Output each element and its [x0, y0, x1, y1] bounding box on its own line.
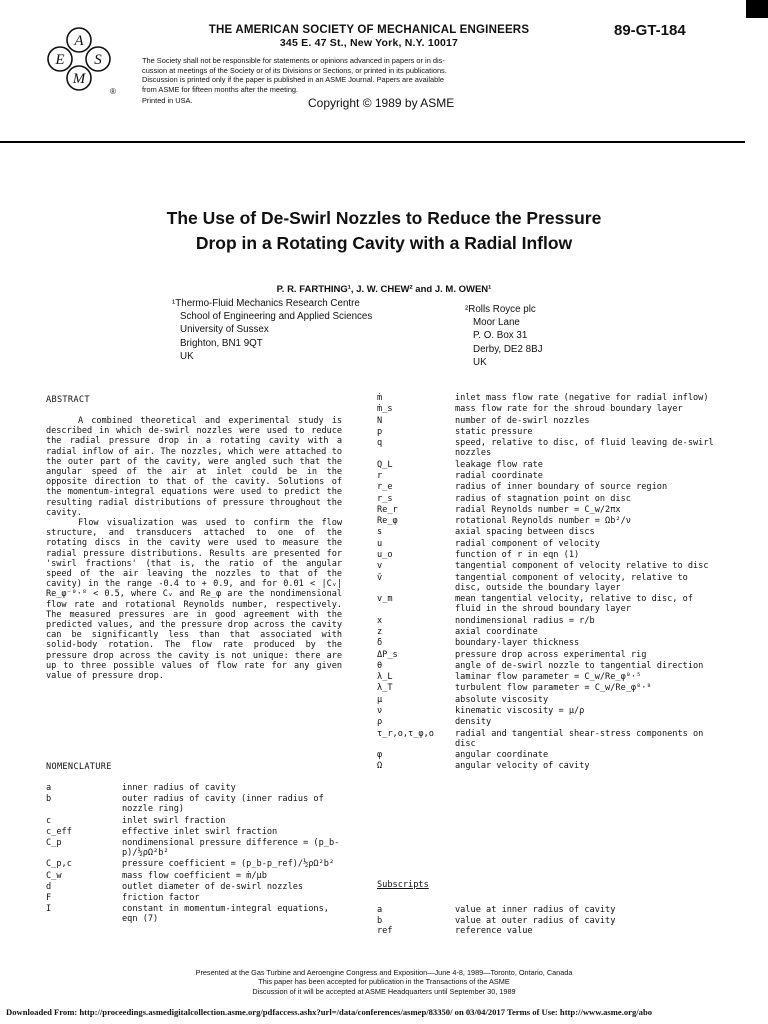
logo-letter-m: M — [72, 71, 86, 87]
logo-letter-e: E — [55, 52, 65, 68]
nomenclature-row — [377, 717, 717, 727]
affiliation-line: P. O. Box 31 — [473, 330, 528, 342]
nomenclature-symbol: δ — [377, 638, 383, 649]
authors: P. R. FARTHING¹, J. W. CHEW² and J. M. OWEN¹ — [276, 284, 492, 295]
registered-mark: ® — [110, 87, 116, 96]
scan-edge-mark — [746, 0, 768, 18]
abstract-paragraph: Flow visualization was used to confirm the flow structure, and transducers attached to one of the rotating discs in the cavity were used to measure the radial pressure distributions. Results are presented for 'swirl fractions' (that is, the ratio of the angular speed of the air leaving the nozzles to that of the cavity) in the range -0.4 to + 0.9, and for 0.01 < |Cᵥ| Re_φ⁻⁰·⁸ < 0.5, where Cᵥ and Re_φ are the nondimensional flow rate and rotational Reynolds number, respectively. The measured pressures are in good agreement with the predicted values, and the pressure drop across the cavity can be significantly less than that associated with solid-body rotation. The flow rate produced by the pressure drop across the cavity is not unique: there are up to three possible values of flow rate for any given value of pressure drop. — [46, 518, 342, 682]
nomenclature-definition: mass flow rate for the shroud boundary layer — [455, 404, 683, 415]
nomenclature-symbol: φ — [377, 750, 383, 761]
nomenclature-symbol: F — [46, 893, 52, 904]
nomenclature-symbol: r — [377, 470, 383, 481]
nomenclature-symbol: b — [377, 915, 383, 926]
nomenclature-definition: angular velocity of cavity — [455, 761, 590, 772]
disclaimer-line: cussion at meetings of the Society or of its Divisions or Sections, or printed in its publications. — [142, 65, 447, 75]
nomenclature-symbol: s — [377, 527, 383, 538]
nomenclature-symbol: a — [377, 905, 383, 915]
nomenclature-row — [377, 683, 717, 693]
nomenclature-definition: function of r in eqn (1) — [455, 550, 580, 561]
nomenclature-definition: laminar flow parameter = C_w/Re_φ⁰·⁵ — [455, 672, 642, 683]
header-rule — [0, 141, 745, 143]
nomenclature-row — [377, 505, 717, 515]
nomenclature-definition: value at inner radius of cavity — [455, 905, 616, 915]
society-name: THE AMERICAN SOCIETY OF MECHANICAL ENGINEERS — [208, 24, 530, 36]
nomenclature-definition: angle of de-swirl nozzle to tangential direction — [455, 660, 704, 671]
affiliation-line: University of Sussex — [180, 324, 269, 336]
nomenclature-symbol: ρ — [377, 717, 383, 728]
nomenclature-row — [377, 550, 717, 560]
paper-number: 89-GT-184 — [614, 22, 686, 39]
nomenclature-row — [46, 827, 346, 837]
nomenclature-definition: value at outer radius of cavity — [455, 915, 616, 926]
nomenclature-symbol: N — [377, 415, 383, 426]
nomenclature-symbol: a — [46, 783, 52, 793]
nomenclature-symbol: ref — [377, 926, 393, 937]
nomenclature-symbol: r_e — [377, 482, 393, 493]
subscripts-list — [377, 905, 717, 937]
nomenclature-row — [377, 916, 717, 927]
nomenclature-row — [377, 695, 717, 705]
nomenclature-definition: inlet mass flow rate (negative for radial inflow) — [455, 393, 709, 403]
nomenclature-left — [46, 783, 346, 926]
nomenclature-row — [377, 460, 717, 470]
affiliation-line: ²Rolls Royce plc — [465, 304, 536, 315]
nomenclature-definition: tangential component of velocity relative to disc — [455, 561, 709, 572]
nomenclature-symbol: ṁ — [377, 393, 383, 403]
nomenclature-symbol: d — [46, 881, 52, 892]
nomenclature-symbol: ν — [377, 706, 383, 717]
nomenclature-symbol: Q_L — [377, 459, 393, 470]
nomenclature-definition: effective inlet swirl fraction — [122, 826, 278, 837]
nomenclature-definition: friction factor — [122, 893, 200, 904]
footer-line: Presented at the Gas Turbine and Aeroengine Congress and Exposition—June 4-8, 1989—Toronto, Ontario, Canada — [195, 968, 573, 977]
affiliation-1 — [172, 297, 372, 363]
copyright: Copyright © 1989 by ASME — [308, 96, 455, 110]
nomenclature-symbol: ΔP_s — [377, 649, 398, 660]
nomenclature-definition: tangential component of velocity, relative to disc, outside the boundary layer — [455, 572, 688, 593]
nomenclature-symbol: C_p,c — [46, 859, 72, 870]
nomenclature-definition: radius of inner boundary of source region — [455, 482, 668, 493]
nomenclature-row — [377, 393, 717, 403]
abstract-body — [46, 416, 342, 681]
nomenclature-definition: constant in momentum-integral equations, eqn (7) — [122, 904, 329, 925]
affiliation-line: UK — [473, 356, 487, 368]
nomenclature-definition: radial component of velocity — [455, 538, 600, 549]
nomenclature-definition: angular coordinate — [455, 750, 549, 761]
nomenclature-symbol: C_p — [46, 838, 62, 849]
abstract-heading: ABSTRACT — [46, 395, 90, 405]
affiliation-line: ¹Thermo-Fluid Mechanics Research Centre — [172, 298, 360, 309]
nomenclature-row — [46, 816, 346, 826]
nomenclature-definition: nondimensional pressure difference = (p_b-p)/½ρΩ²b² — [122, 838, 340, 859]
nomenclature-definition: turbulent flow parameter = C_w/Re_φ⁰·⁸ — [455, 683, 652, 694]
nomenclature-definition: axial coordinate — [455, 626, 538, 637]
title-line: Drop in a Rotating Cavity with a Radial Inflow — [195, 233, 573, 253]
nomenclature-definition: density — [455, 717, 492, 728]
nomenclature-row — [377, 494, 717, 504]
nomenclature-row — [377, 573, 717, 593]
abstract-paragraph: A combined theoretical and experimental study is described in which de-swirl nozzles were used to reduce the radial pressure drop in a rotating cavity with a radial inflow of air. The nozzles, which were attached to the outer part of the cavity, were angled such that the angular speed of the air at inlet could be in the opposite direction to that of the cavity. Solutions of the momentum-integral equations were used to predict the resulting radial distributions of pressure throughout the cavity. — [46, 416, 342, 518]
nomenclature-definition: pressure coefficient = (p_b-p_ref)/½ρΩ²b² — [122, 859, 335, 870]
logo-letter-s: S — [94, 52, 102, 68]
nomenclature-symbol: z — [377, 626, 383, 637]
affiliation-2 — [465, 303, 543, 369]
title-line: The Use of De-Swirl Nozzles to Reduce the Pressure — [166, 208, 602, 228]
nomenclature-row — [377, 750, 717, 760]
nomenclature-definition: speed, relative to disc, of fluid leaving de-swirl nozzles — [455, 438, 714, 459]
nomenclature-row — [377, 404, 717, 414]
nomenclature-definition: leakage flow rate — [455, 459, 543, 470]
nomenclature-row — [377, 471, 717, 481]
nomenclature-definition: static pressure — [455, 426, 533, 437]
nomenclature-row — [377, 616, 717, 626]
nomenclature-symbol: μ — [377, 694, 383, 705]
nomenclature-row — [377, 527, 717, 537]
disclaimer — [142, 56, 532, 94]
affiliation-line: UK — [180, 350, 194, 362]
nomenclature-row — [377, 672, 717, 682]
nomenclature-definition: inlet swirl fraction — [122, 815, 226, 826]
nomenclature-symbol: v — [377, 561, 383, 572]
nomenclature-symbol: r_s — [377, 493, 393, 504]
nomenclature-row — [46, 838, 346, 858]
nomenclature-row — [46, 871, 346, 881]
nomenclature-definition: axial spacing between discs — [455, 527, 595, 538]
nomenclature-symbol: θ — [377, 660, 383, 671]
nomenclature-definition: boundary-layer thickness — [455, 638, 580, 649]
nomenclature-row — [377, 627, 717, 637]
nomenclature-row — [377, 416, 717, 426]
nomenclature-symbol: v̄ — [377, 572, 383, 583]
nomenclature-row — [377, 594, 717, 614]
affiliation-line: Brighton, BN1 9QT — [180, 337, 263, 349]
disclaimer-line: Discussion is printed only if the paper is published in an ASME Journal. Papers are available — [142, 75, 444, 85]
nomenclature-symbol: x — [377, 615, 383, 626]
nomenclature-row — [377, 638, 717, 648]
nomenclature-definition: nondimensional radius = r/b — [455, 615, 595, 626]
nomenclature-row — [46, 794, 346, 814]
nomenclature-definition: kinematic viscosity = μ/ρ — [455, 706, 585, 717]
nomenclature-symbol: c — [46, 815, 52, 826]
download-notice: Downloaded From: http://proceedings.asmedigitalcollection.asme.org/pdfaccess.ashx?url=/data/conferences/asmep/83350/ on 03/04/2017 Terms of Use: http://www.asme.org/abo — [6, 1007, 653, 1017]
nomenclature-row — [46, 859, 346, 869]
nomenclature-row — [46, 904, 346, 924]
nomenclature-right — [377, 393, 717, 773]
nomenclature-symbol: Ω — [377, 761, 383, 772]
nomenclature-row — [46, 882, 346, 892]
nomenclature-row — [377, 539, 717, 549]
nomenclature-row — [46, 893, 346, 903]
printed-in: Printed in USA. — [142, 96, 193, 105]
disclaimer-line: The Society shall not be responsible for statements or opinions advanced in papers or in dis- — [142, 56, 445, 65]
nomenclature-definition: radial coordinate — [455, 470, 543, 481]
nomenclature-symbol: p — [377, 426, 383, 437]
nomenclature-symbol: q — [377, 438, 383, 449]
nomenclature-symbol: u — [377, 538, 383, 549]
nomenclature-row — [377, 761, 717, 771]
nomenclature-row — [377, 482, 717, 492]
nomenclature-definition: number of de-swirl nozzles — [455, 415, 590, 426]
nomenclature-row — [377, 729, 717, 749]
nomenclature-definition: mass flow coefficient = ṁ/μb — [122, 870, 267, 881]
nomenclature-definition: radial and tangential shear-stress components on disc — [455, 728, 704, 749]
nomenclature-row — [377, 706, 717, 716]
paper-title — [0, 206, 768, 256]
nomenclature-symbol: λ_L — [377, 672, 393, 683]
nomenclature-row — [377, 661, 717, 671]
nomenclature-row — [377, 561, 717, 571]
nomenclature-definition: outer radius of cavity (inner radius of nozzle ring) — [122, 794, 324, 815]
nomenclature-definition: inner radius of cavity — [122, 783, 236, 793]
presentation-footer — [0, 968, 768, 996]
nomenclature-symbol: τ_r,o,τ_φ,o — [377, 728, 434, 739]
nomenclature-definition: pressure drop across experimental rig — [455, 649, 647, 660]
nomenclature-symbol: Re_r — [377, 504, 398, 515]
footer-line: Discussion of it will be accepted at ASME Headquarters until September 30, 1989 — [252, 986, 516, 996]
nomenclature-definition: radial Reynolds number = C_w/2πx — [455, 504, 621, 515]
nomenclature-definition: absolute viscosity — [455, 694, 549, 705]
affiliation-line: School of Engineering and Applied Sciences — [180, 311, 373, 323]
nomenclature-definition: rotational Reynolds number = Ωb²/ν — [455, 516, 631, 527]
affiliation-line: Moor Lane — [473, 317, 520, 329]
nomenclature-row — [377, 650, 717, 660]
society-address: 345 E. 47 St., New York, N.Y. 10017 — [279, 37, 459, 49]
logo-letter-a: A — [74, 33, 84, 49]
nomenclature-symbol: Re_φ — [377, 516, 398, 527]
nomenclature-row — [377, 926, 717, 937]
nomenclature-symbol: I — [46, 904, 52, 915]
nomenclature-symbol: u_o — [377, 550, 393, 561]
nomenclature-row — [377, 438, 717, 458]
nomenclature-symbol: v_m — [377, 594, 393, 605]
nomenclature-symbol: b — [46, 794, 52, 805]
nomenclature-symbol: ṁ_s — [377, 404, 393, 415]
nomenclature-definition: mean tangential velocity, relative to disc, of fluid in the shroud boundary layer — [455, 594, 693, 615]
nomenclature-symbol: λ_T — [377, 683, 393, 694]
footer-line: This paper has been accepted for publication in the Transactions of the ASME — [258, 977, 510, 987]
nomenclature-definition: radius of stagnation point on disc — [455, 493, 631, 504]
nomenclature-definition: outlet diameter of de-swirl nozzles — [122, 881, 304, 892]
disclaimer-line: from ASME for fifteen months after the meeting. — [142, 84, 299, 94]
nomenclature-symbol: c_eff — [46, 826, 72, 837]
nomenclature-row — [46, 783, 346, 793]
subscripts-heading: Subscripts — [377, 880, 429, 890]
nomenclature-symbol: C_w — [46, 870, 62, 881]
nomenclature-row — [377, 905, 717, 916]
nomenclature-heading: NOMENCLATURE — [46, 762, 112, 772]
affiliation-line: Derby, DE2 8BJ — [473, 343, 543, 355]
nomenclature-definition: reference value — [455, 926, 533, 937]
nomenclature-row — [377, 516, 717, 526]
nomenclature-row — [377, 427, 717, 437]
